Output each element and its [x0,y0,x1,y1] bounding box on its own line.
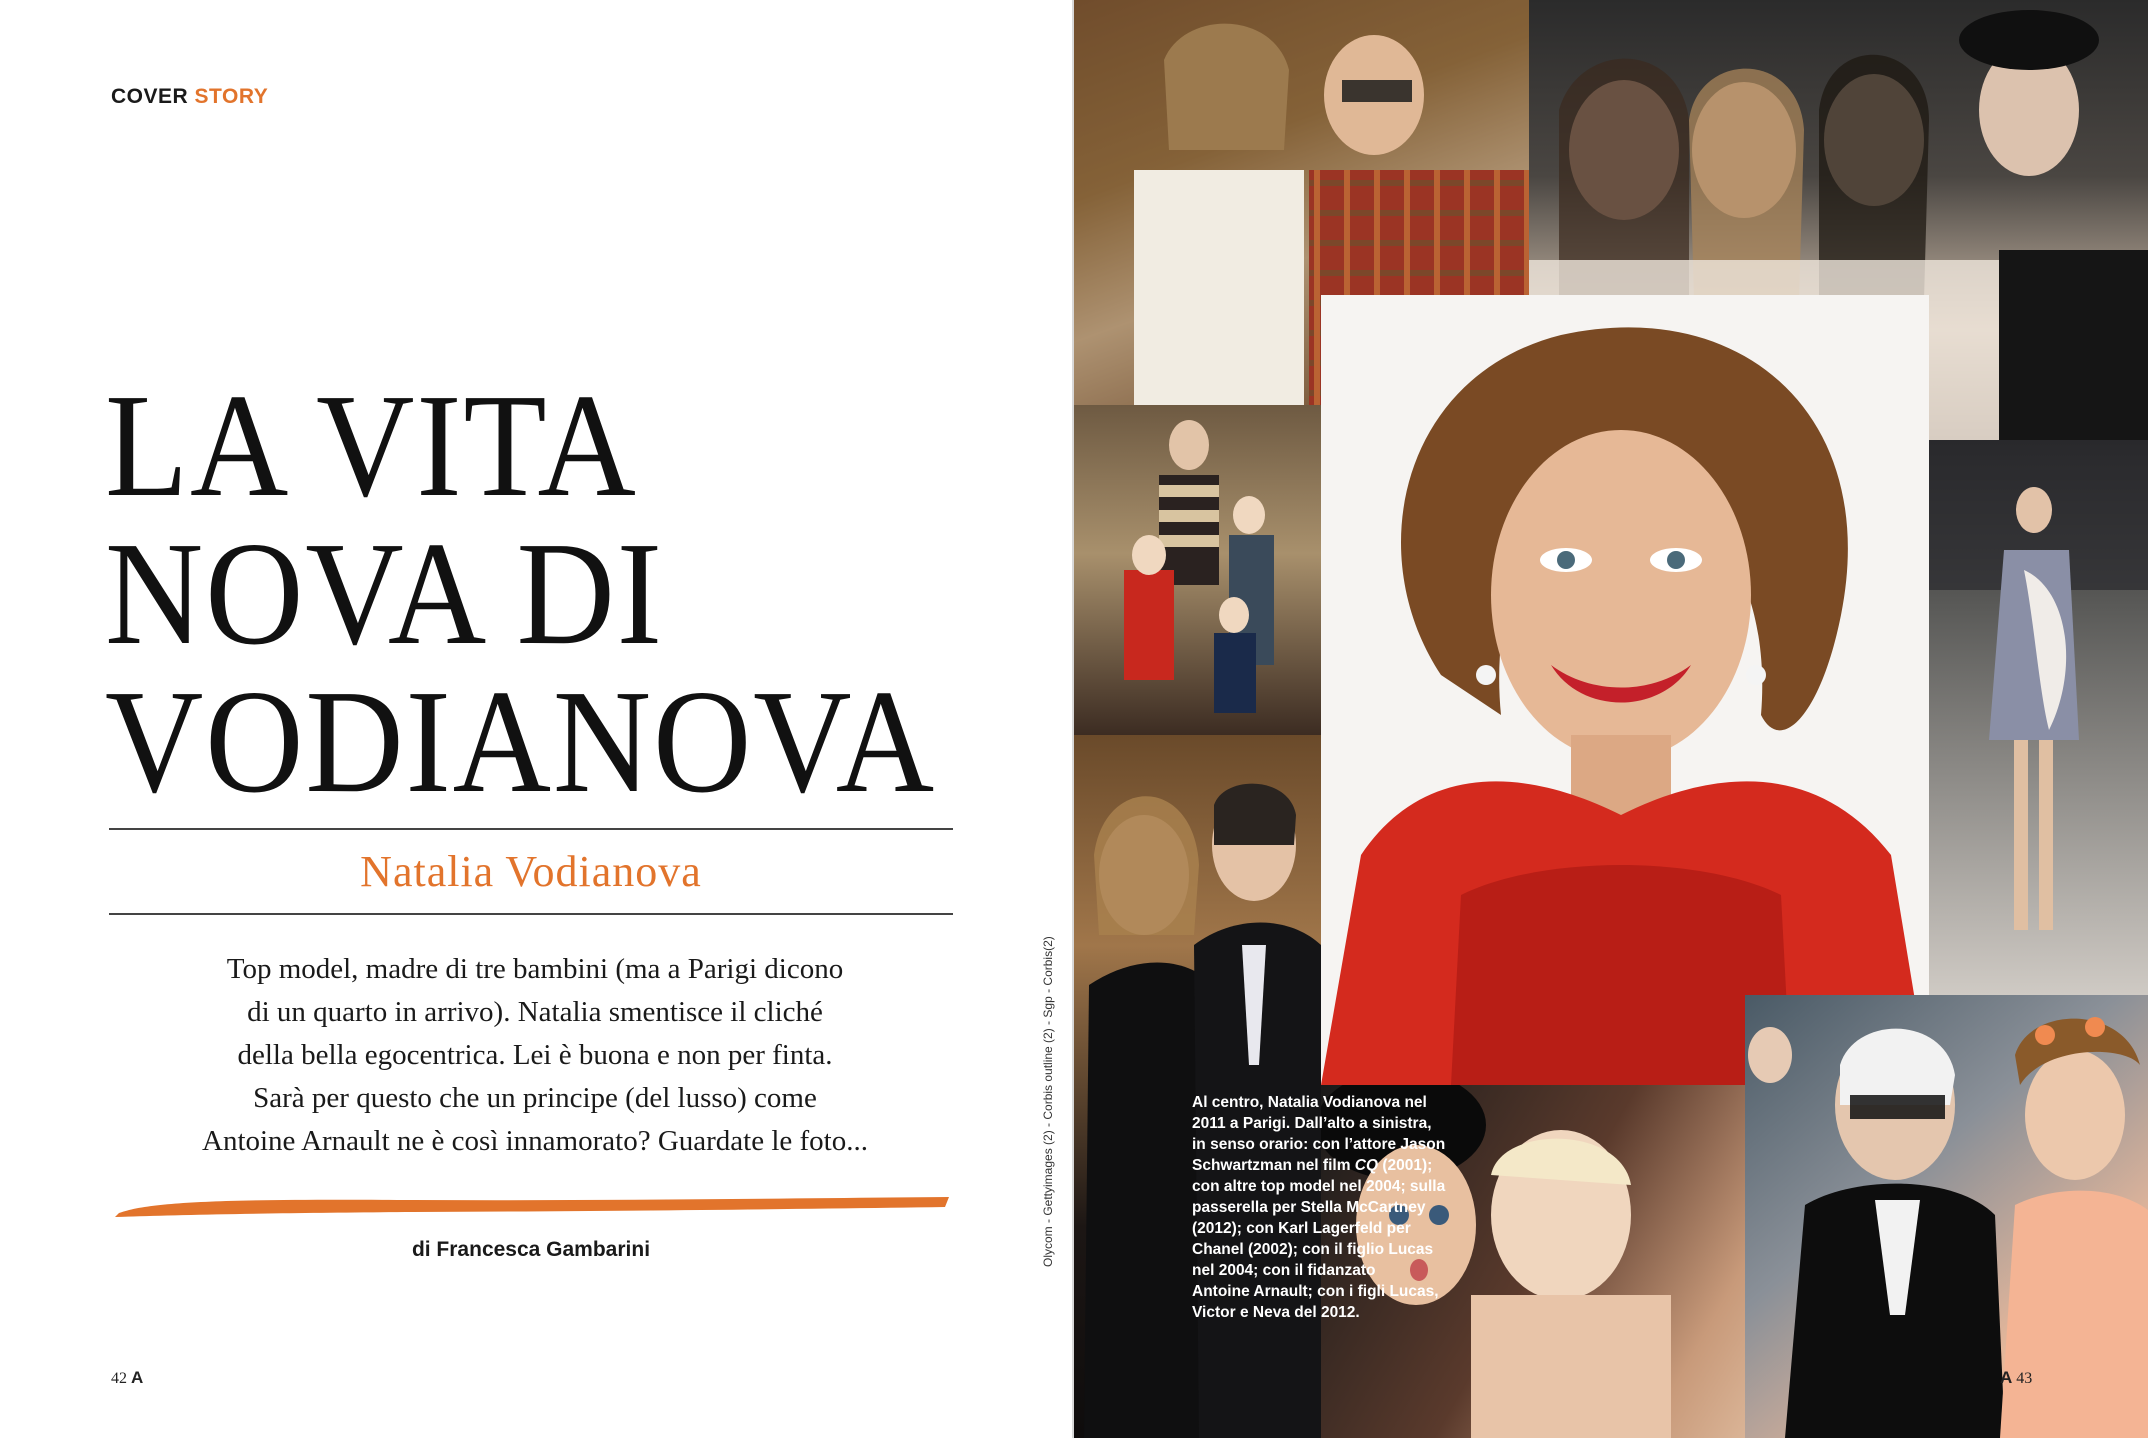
article-subtitle: Natalia Vodianova [360,847,702,896]
caption-line-7: (2012); con Karl Lagerfeld per [1192,1220,1411,1237]
caption-line-5: con altre top model nel 2004; sulla [1192,1178,1446,1195]
kicker-cover: COVER [111,85,189,108]
photo-center-portrait [1321,295,1929,1085]
caption-film-title: CQ [1354,1157,1379,1174]
caption-line-10: Antoine Arnault; con i figli Lucas, [1192,1283,1439,1300]
headline-line-1: LA VITA [105,364,638,528]
caption-line-6: passerella per Stella McCartney [1192,1199,1426,1216]
photo-with-karl-lagerfeld [1745,995,2148,1438]
article-dek [140,948,930,1163]
dek-line-2: di un quarto in arrivo). Natalia smentisce il cliché [247,996,823,1028]
left-page [0,0,1072,1438]
photo-with-children [1074,405,1321,735]
divider-bottom [109,913,953,915]
dek-line-3: della bella egocentrica. Lei è buona e non per finta. [237,1039,833,1071]
caption-line-1: Al centro, Natalia Vodianova nel [1192,1094,1427,1111]
byline: di Francesca Gambarini [411,1238,651,1261]
dek-line-4: Sarà per questo che un principe (del lusso) come [253,1082,817,1114]
headline-line-3: VODIANOVA [105,660,937,824]
photo-runway-stella-mccartney [1929,440,2148,995]
page-number-right [2000,1368,2032,1388]
page-number-left [111,1368,143,1388]
caption-line-3: in senso orario: con l’attore Jason [1192,1136,1446,1153]
magazine-logo-right: A [2000,1368,2013,1387]
caption-line-4-c: (2001); [1378,1157,1433,1174]
photo-credits: Olycom - Gettyimages (2) - Corbis outline (2) - Sgp - Corbis(2) [1041,936,1055,1267]
caption-line-9: nel 2004; con il fidanzato [1192,1262,1376,1279]
dek-line-5: Antoine Arnault ne è così innamorato? Guardate le foto... [202,1125,868,1157]
kicker-story: STORY [194,85,269,108]
section-kicker [111,85,268,109]
article-headline [105,364,937,824]
headline-line-2: NOVA DI [105,512,664,676]
caption-line-2: 2011 a Parigi. Dall’alto a sinistra, [1192,1115,1432,1132]
page-number-43: 43 [2016,1370,2033,1387]
caption-line-11: Victor e Neva del 2012. [1192,1304,1360,1321]
divider-top [109,828,953,830]
photo-caption [1192,1092,1514,1323]
caption-line-4-a: Schwartzman nel film [1192,1157,1355,1174]
magazine-logo-left: A [131,1368,144,1387]
photo-with-antoine-arnault [1074,735,1321,1438]
page-number-42: 42 [111,1370,127,1387]
caption-line-8: Chanel (2002); con il figlio Lucas [1192,1241,1434,1258]
caption-line-4 [1192,1155,1514,1176]
dek-line-1: Top model, madre di tre bambini (ma a Parigi dicono [226,953,844,985]
orange-brush-stroke [113,1193,953,1219]
